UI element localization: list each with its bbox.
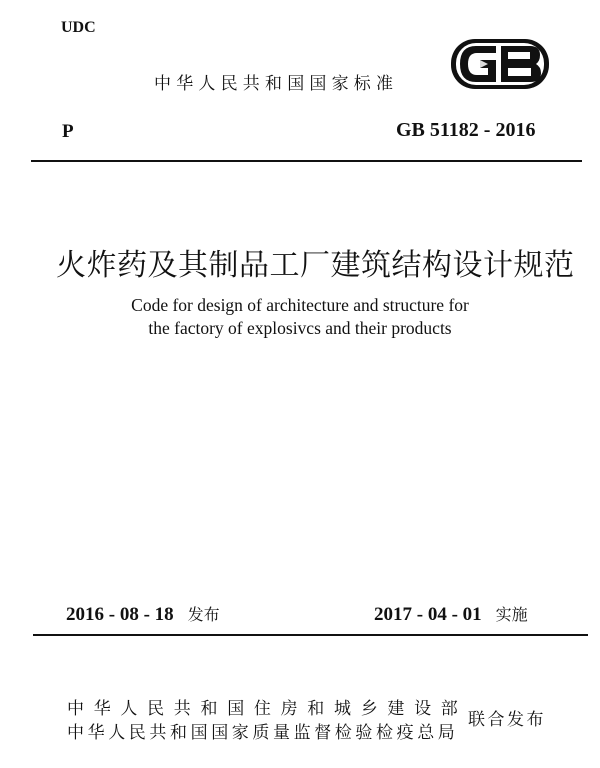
implementation-date: 2017 - 04 - 01 [374,604,482,625]
gb-logo-icon [450,38,550,90]
standard-number: GB 51182 - 2016 [396,119,536,141]
title-english-line-2: the factory of explosivcs and their products [148,318,452,338]
title-english-line-1: Code for design of architecture and structure for [131,295,469,315]
issuer-aqsiq: 中华人民共和国国家质量监督检验检疫总局 [67,723,459,743]
classification-label: P [62,121,74,142]
title-chinese: 火炸药及其制品工厂建筑结构设计规范 [56,248,575,283]
implementation-date-block [374,602,528,626]
issue-label: 发布 [187,605,220,624]
issuer-ministry-housing: 中华人民共和国住房和城乡建设部 [67,699,468,719]
implementation-label: 实施 [495,605,528,624]
joint-issue-label: 联合发布 [468,710,546,730]
issue-date-block [66,602,220,626]
national-standard-heading: 中华人民共和国国家标准 [154,74,399,94]
issue-date: 2016 - 08 - 18 [66,604,174,625]
top-divider [31,160,582,162]
udc-label: UDC [61,19,96,36]
bottom-divider [33,634,588,636]
